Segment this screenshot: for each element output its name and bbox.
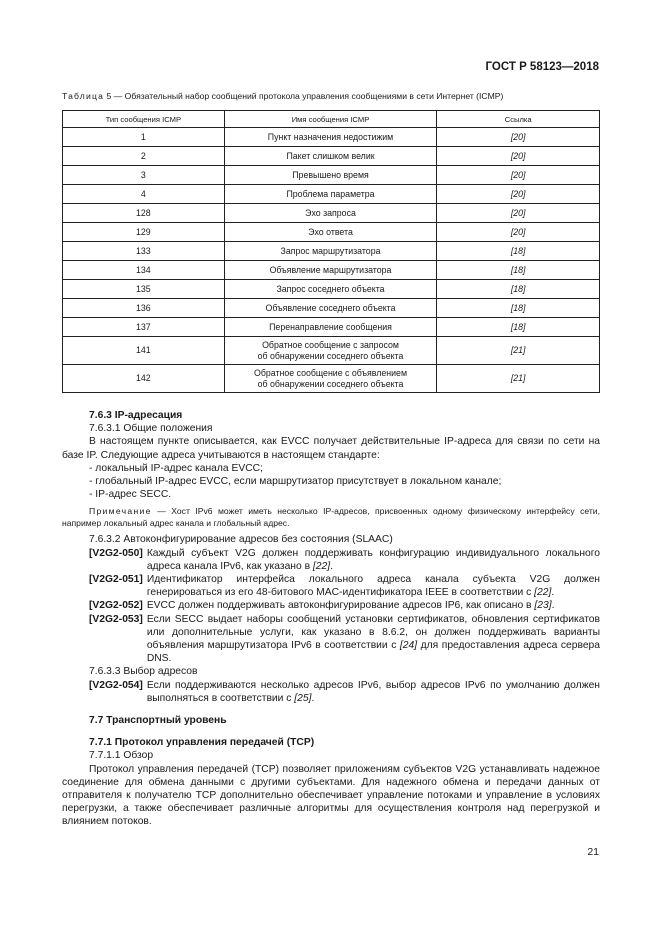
requirement-tail: для предоставления адреса сервера DNS. [146,640,600,665]
column-header-ref: Ссылка [437,111,600,128]
paragraph-ip-addressing: В настоящем пункте описывается, как EVCC получает действительные IP-адреса для связи по сети на базе IP. Следующие адреса учитываются в настоящем стандарте: [62,436,600,461]
cell-ref: [20] [437,147,600,166]
note-label: Примечание [89,506,152,517]
requirement-tail: . [551,600,555,612]
cell-name: Проблема параметра [224,185,437,204]
section-heading-7-7-1: 7.7.1 Протокол управления передачей (TCP) [89,737,315,749]
cell-ref: [20] [437,185,600,204]
subsection-heading-7-7-1-1: 7.7.1.1 Обзор [89,750,154,762]
cell-ref: [18] [437,280,600,299]
column-header-type: Тип сообщения ICMP [63,111,225,128]
list-item: - локальный IP-адрес канала EVCC; [89,462,263,474]
cell-ref: [18] [437,318,600,337]
spacer [62,705,600,714]
requirement-body: Если поддерживаются несколько адресов IPv6, выбор адресов IPv6 по умолчанию должен выполняться в соответствии с [146,679,600,704]
icmp-table [62,110,600,393]
table-caption-text: 5 — Обязательный набор сообщений протокола управления сообщениями в сети Интернет (ICMP) [104,91,504,101]
table-row [63,147,600,166]
cell-ref: [21] [437,337,600,365]
table-caption-label: Таблица [62,91,105,101]
requirement-body: Идентификатор интерфейса локального адреса канала субъекта V2G должен генерироваться из его 48-битового MAC-идентификатора IEEE в соответствии с [146,574,600,599]
note [62,505,600,529]
body-text [62,409,600,829]
requirement-id: [V2G2-050] [89,547,143,559]
requirement-v2g2-052 [62,599,600,612]
table-row [63,365,600,393]
requirement-id: [V2G2-053] [89,613,143,625]
cell-name: Перенаправление сообщения [224,318,437,337]
cell-name [224,365,437,393]
cell-type: 129 [63,223,225,242]
table-row [63,261,600,280]
cell-name: Пункт назначения недостижим [224,128,437,147]
subsection-heading-7-6-3-2: 7.6.3.2 Автоконфигурирование адресов без состояния (SLAAC) [89,534,393,546]
requirement-v2g2-054 [62,679,600,705]
requirement-text [147,679,600,705]
cell-name: Объявление маршрутизатора [224,261,437,280]
cell-type: 134 [63,261,225,280]
cell-ref: [21] [437,365,600,393]
paragraph-tcp-overview: Протокол управления передачей (TCP) позволяет приложениям субъектов V2G устанавливать надежное соединение для обмена данными с другими субъектами. Для надежного обмена и передачи данных от отправителя к получателю TCP дополнительно обеспечивает управление потоками и управление в условиях перегрузки, а также обеспечивает различные алгоритмы для осуществления контроля над перегрузкой и влиянием потоков. [62,763,600,828]
reference-link: [24] [399,640,418,652]
table-header-row [63,111,600,128]
cell-name-line: Обратное сообщение с запросом [262,339,399,350]
subsection-heading-7-6-3-1: 7.6.3.1 Общие положения [89,423,213,435]
table-row [63,204,600,223]
list-item: - глобальный IP-адрес EVCC, если маршрутизатор присутствует в локальном канале; [89,476,502,488]
requirement-body: EVCC должен поддерживать автоконфигурирование адресов IP6, как описано в [146,600,535,612]
table-row [63,280,600,299]
cell-name: Запрос соседнего объекта [224,280,437,299]
cell-name-line: об обнаружении соседнего объекта [257,350,404,361]
document-code: ГОСТ Р 58123—2018 [485,61,599,73]
cell-name: Эхо ответа [224,223,437,242]
requirement-body: Каждый субъект V2G должен поддерживать конфигурацию индивидуального локального адреса канала IPv6, как указано в [146,547,600,572]
cell-ref: [20] [437,128,600,147]
cell-name: Пакет слишком велик [224,147,437,166]
cell-ref: [20] [437,166,600,185]
cell-name: Эхо запроса [224,204,437,223]
cell-name: Превышено время [224,166,437,185]
cell-type: 141 [63,337,225,365]
cell-type: 1 [63,128,225,147]
cell-name-line: Обратное сообщение с объявлением [254,367,408,378]
reference-link: [22] [312,560,331,572]
cell-type: 4 [63,185,225,204]
table-row [63,299,600,318]
table-row [63,318,600,337]
reference-link: [23] [534,600,552,612]
table-row [63,185,600,204]
cell-name-line: об обнаружении соседнего объекта [257,378,404,389]
section-heading-7-6-3: 7.6.3 IP-адресация [89,410,183,421]
table-row [63,128,600,147]
requirement-id: [V2G2-054] [89,679,143,691]
cell-name: Запрос маршрутизатора [224,242,437,261]
cell-ref: [18] [437,261,600,280]
table-caption [62,91,602,101]
cell-ref: [18] [437,299,600,318]
cell-type: 136 [63,299,225,318]
cell-ref: [20] [437,223,600,242]
page-number: 21 [587,846,599,858]
requirement-id: [V2G2-051] [89,574,143,586]
requirement-text [147,613,600,666]
requirement-text [147,599,600,612]
table-row [63,242,600,261]
column-header-name: Имя сообщения ICMP [224,111,437,128]
requirement-v2g2-051 [62,573,600,599]
cell-type: 3 [63,166,225,185]
cell-type: 2 [63,147,225,166]
table-row [63,166,600,185]
requirement-id: [V2G2-052] [89,600,143,612]
cell-name [224,337,437,365]
cell-type: 135 [63,280,225,299]
list-item: - IP-адрес SECC. [89,489,172,501]
table-row [63,223,600,242]
requirement-tail: . [311,692,315,704]
requirement-text [147,547,600,573]
requirement-body: Если SECC выдает наборы сообщений установки сертификатов, обновления сертификатов или дополнительные услуги, как указано в 8.6.2, он должен поддерживать варианты объявления маршрутизатора IPv6 в соответствии с [146,613,600,652]
requirement-text [147,573,600,599]
cell-type: 142 [63,365,225,393]
reference-link: [22] [534,587,552,599]
table-row [63,337,600,365]
subsection-heading-7-6-3-3: 7.6.3.3 Выбор адресов [89,666,198,678]
spacer [62,727,600,736]
cell-type: 128 [63,204,225,223]
cell-type: 133 [63,242,225,261]
note-text: — Хост IPv6 может иметь несколько IP-адресов, присвоенных одному физическому интерфейсу сети, например локальный адрес канала и глобальный адрес. [62,506,600,529]
requirement-v2g2-050 [62,547,600,573]
section-heading-7-7: 7.7 Транспортный уровень [89,715,227,727]
requirement-tail: . [330,560,333,572]
cell-type: 137 [63,318,225,337]
requirement-v2g2-053 [62,613,600,666]
reference-link: [25] [294,692,312,704]
cell-ref: [20] [437,204,600,223]
requirement-tail: . [551,587,555,599]
cell-name: Объявление соседнего объекта [224,299,437,318]
cell-ref: [18] [437,242,600,261]
